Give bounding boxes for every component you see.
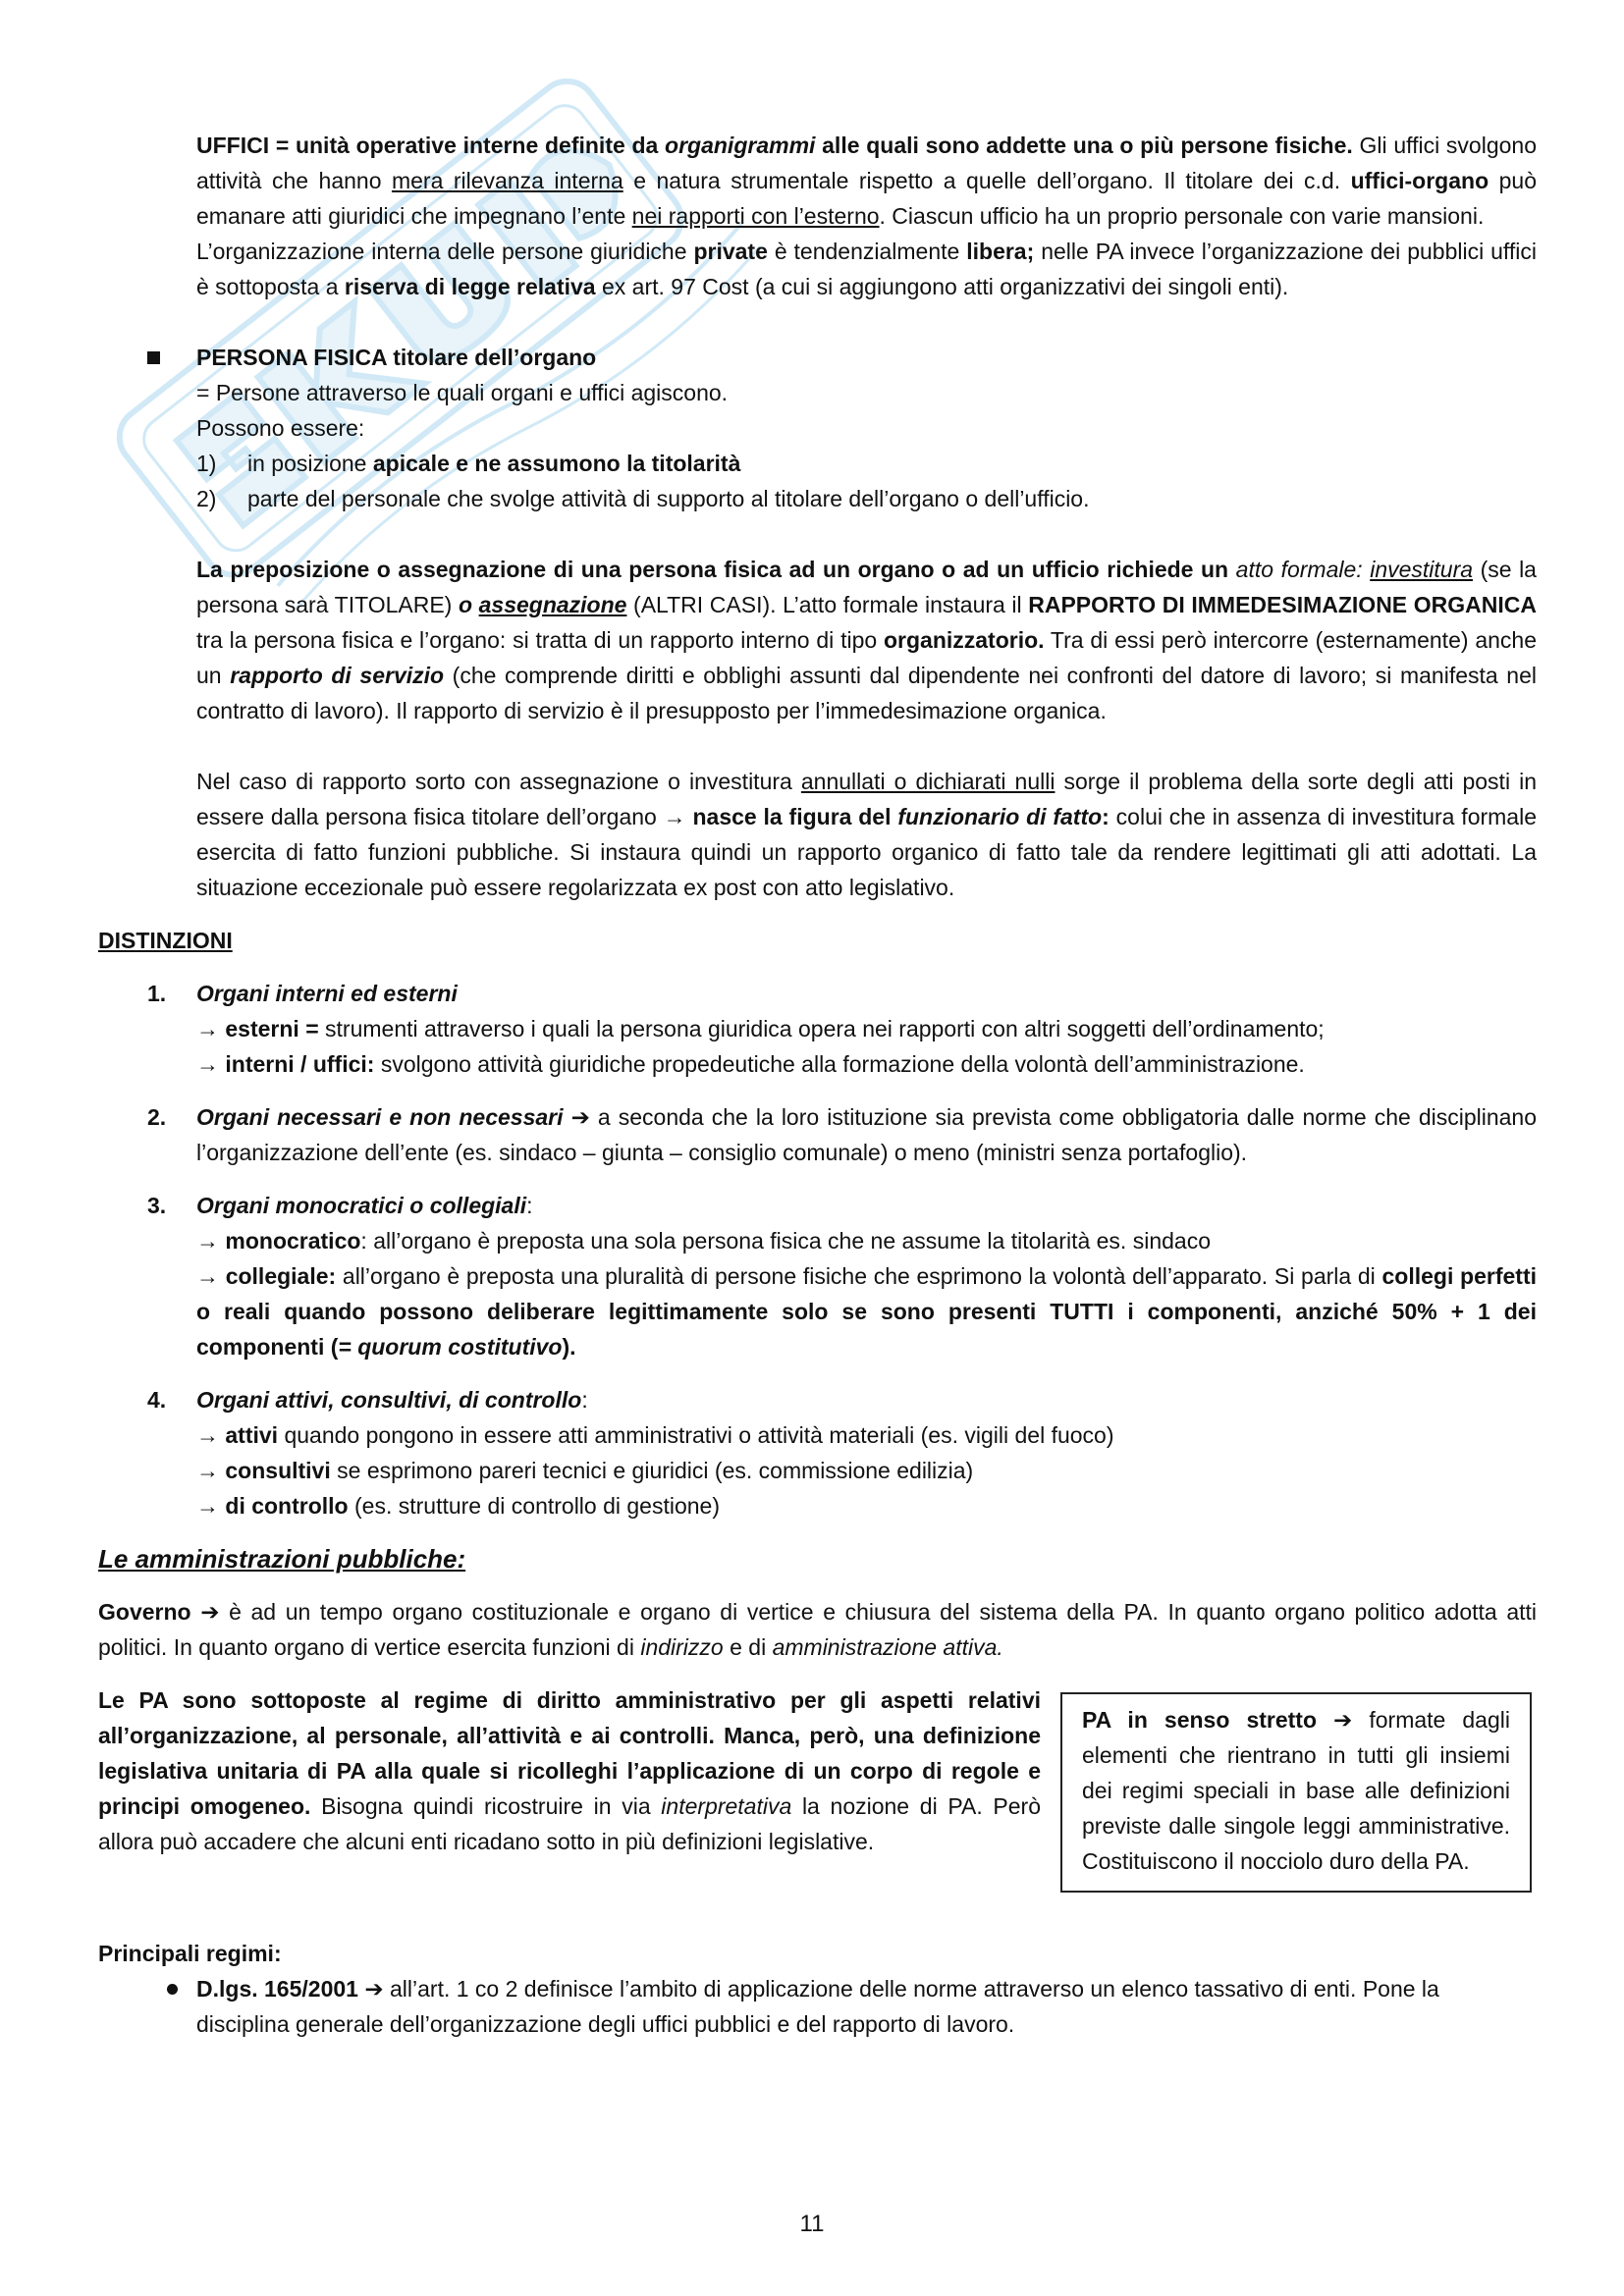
organizzazione-interna-paragraph: L’organizzazione interna delle persone giuridiche private è tendenzialmente libera; nelle PA invece l’organizzazione dei pubblici uffici è sottoposta a riserva di legge relativa ex art. 97 Cost (a cui si aggiungono atti organizzativi dei singoli enti). (196, 239, 1538, 299)
list-item: 1) in posizione apicale e ne assumono la titolarità (196, 451, 741, 476)
persona-fisica-title: PERSONA FISICA titolare dell’organo (196, 345, 597, 370)
mera-rilevanza-interna: mera rilevanza interna (391, 168, 623, 193)
page-content (98, 128, 1537, 2042)
distinzione-item-3: 3. Organi monocratici o collegiali: → monocratico: all’organo è preposta una sola persona fisica che ne assume la titolarità es. sindaco → collegiale: all’organo è preposta una pluralità di persone fisiche che esprimono la volontà dell’apparato. Si parla di collegi perfetti o reali quando possono deliberare legittimamente solo se sono presenti TUTTI i componenti, anziché 50% + 1 dei componenti (= quorum costitutivo). (147, 1193, 1538, 1360)
preposizione-paragraph: La preposizione o assegnazione di una persona fisica ad un organo o ad un ufficio richiede un atto formale: investitura (se la persona sarà TITOLARE) o assegnazione (ALTRI CASI). L’atto formale instaura il RAPPORTO DI IMMEDESIMAZIONE ORGANICA tra la persona fisica e l’organo: si tratta di un rapporto interno di tipo organizzatorio. Tra di essi però intercorre (esternamente) anche un rapporto di servizio (che comprende diritti e obblighi assunti dal dipendente nei confronti del datore di lavoro; si manifesta nel contratto di lavoro). Il rapporto di servizio è il presupposto per l’immedesimazione organica. (196, 557, 1537, 723)
list-item: D.lgs. 165/2001 ➔ all’art. 1 co 2 definisce l’ambito di applicazione delle norme attraverso un elenco tassativo di enti. Pone la disciplina generale dell’organizzazione degli uffici pubblici e del rapporto di lavoro. (98, 1971, 1537, 2042)
pa-definition-paragraph: Le PA sono sottoposte al regime di diritto amministrativo per gli aspetti relativi all’organizzazione, al personale, all’attività e ai controlli. Manca, però, una definizione legislativa unitaria di PA alla quale si ricolleghi l’applicazione di un corpo di regole e principi omogeneo. Bisogna quindi ricostruire in via interpretativa la nozione di PA. Però allora può accadere che alcuni enti ricadano sotto in più definizioni legislative. (98, 1687, 1041, 1854)
distinzione-item-2: 2. Organi necessari e non necessari ➔ a seconda che la loro istituzione sia prevista come obbligatoria dalle norme che disciplinano l’organizzazione dell’ente (es. sindaco – giunta – consiglio comunale) o meno (ministri senza portafoglio). (147, 1104, 1538, 1165)
uffici-definition: UFFICI = unità operative interne definite da (196, 133, 666, 158)
persona-fisica-definition: = Persone attraverso le quali organi e uffici agiscono. (196, 380, 729, 405)
amministrazioni-title: Le amministrazioni pubbliche: (98, 1544, 466, 1574)
distinzione-item-1: 1. Organi interni ed esterni → esterni = strumenti attraverso i quali la persona giuridica opera nei rapporti con altri soggetti dell’ordinamento; → interni / uffici: svolgono attività giuridiche propedeutiche alla formazione della volontà dell’amministrazione. (147, 981, 1325, 1077)
pa-senso-stretto-box: PA in senso stretto ➔ formate dagli elementi che rientrano in tutti gli insiemi dei regimi speciali in base alle definizioni previste dalle singole leggi amministrative. Costituiscono il nocciolo duro della PA. (1060, 1692, 1532, 1893)
distinzioni-heading: DISTINZIONI (98, 928, 233, 953)
principali-regimi-heading: Principali regimi: (98, 1941, 282, 1966)
governo-paragraph: Governo ➔ è ad un tempo organo costituzionale e organo di vertice e chiusura del sistema della PA. In quanto organo politico adotta atti politici. In quanto organo di vertice esercita funzioni di indirizzo e di amministrazione attiva. (98, 1599, 1538, 1660)
square-bullet-icon (147, 351, 160, 364)
uffici-paragraph: UFFICI = unità operative interne definite da organigrammi alle quali sono addette una o più persone fisiche. Gli uffici svolgono attività che hanno mera rilevanza interna e natura strumentale rispetto a quelle dell’organo. Il titolare dei c.d. uffici-organo può emanare atti giuridici che impegnano l’ente nei rapporti con l’esterno. Ciascun ufficio ha un proprio personale con varie mansioni. L’organizzazione interna delle persone giuridiche private è tendenzialmente libera; nelle PA invece l’organizzazione dei pubblici uffici è sottoposta a riserva di legge relativa ex art. 97 Cost (a cui si aggiungono atti organizzativi dei singoli enti). (196, 128, 1537, 304)
uffici-organo-term: uffici-organo (1350, 168, 1489, 193)
funzionario-di-fatto-paragraph: Nel caso di rapporto sorto con assegnazione o investitura annullati o dichiarati nulli sorge il problema della sorte degli atti posti in essere dalla persona fisica titolare dell’organo → nasce la figura del funzionario di fatto: colui che in assenza di investitura formale esercita di fatto funzioni pubbliche. Si instaura quindi un rapporto organico di fatto tale da rendere legittimati gli atti adottati. La situazione eccezionale può essere regolarizzata ex post con atto legislativo. (196, 769, 1538, 900)
list-item: 2) parte del personale che svolge attività di supporto al titolare dell’organo o dell’ufficio. (196, 486, 1090, 511)
round-bullet-icon (167, 1984, 178, 1995)
distinzione-item-4: 4. Organi attivi, consultivi, di controllo: → attivi quando pongono in essere atti amministrativi o attività materiali (es. vigili del fuoco) → consultivi se esprimono pareri tecnici e giuridici (es. commissione edilizia) → di controllo (es. strutture di controllo di gestione) (147, 1387, 1114, 1519)
organigrammi-term: organigrammi (665, 133, 816, 158)
persona-fisica-section: PERSONA FISICA titolare dell’organo = Persone attraverso le quali organi e uffici agiscono. Possono essere: 1) in posizione apicale e ne assumono la titolarità 2) parte del personale che svolge attività di supporto al titolare dell’organo o dell’ufficio. (98, 340, 1537, 516)
page-number: 11 (799, 2211, 825, 2237)
pa-section (98, 1682, 1537, 1918)
